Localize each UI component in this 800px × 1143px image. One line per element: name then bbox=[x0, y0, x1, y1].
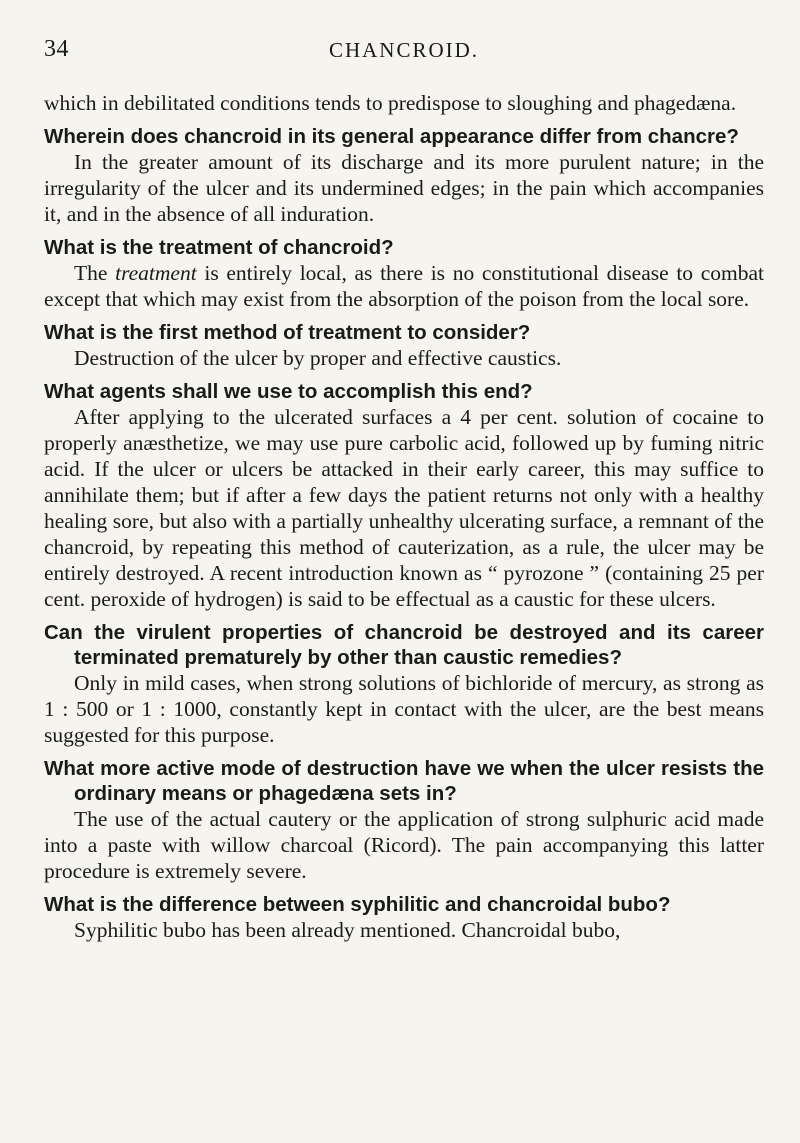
emphasized-term: treatment bbox=[115, 261, 197, 285]
answer-paragraph: Only in mild cases, when strong solutions of bichloride of mercury, as strong as 1 : 500 or 1 : 1000, constantly kept in contact with the ulcer, are the best means suggested for this purpose. bbox=[44, 671, 764, 747]
answer-paragraph bbox=[44, 260, 764, 312]
question-heading: What more active mode of destruction have we when the ulcer resists the ordinary means or phagedæna sets in? bbox=[44, 757, 764, 805]
answer-paragraph: Destruction of the ulcer by proper and effective caustics. bbox=[74, 346, 562, 370]
question-heading: What is the difference between syphilitic and chancroidal bubo? bbox=[44, 893, 671, 916]
page-body bbox=[44, 90, 764, 943]
question-heading: What agents shall we use to accomplish this end? bbox=[44, 380, 533, 403]
page-header bbox=[44, 0, 764, 60]
answer-paragraph: Syphilitic bubo has been already mentioned. Chancroidal bubo, bbox=[74, 918, 621, 942]
question-heading: Can the virulent properties of chancroid be destroyed and its career terminated prematurely by other than caustic remedies? bbox=[44, 621, 764, 669]
answer-paragraph: In the greater amount of its discharge and its more purulent nature; in the irregularity of the ulcer and its undermined edges; in the pain which accompanies it, and in the absence of all induration. bbox=[44, 150, 764, 226]
answer-text: The bbox=[74, 261, 116, 285]
page-number: 34 bbox=[44, 36, 69, 62]
question-heading: What is the treatment of chancroid? bbox=[44, 236, 394, 259]
question-heading: Wherein does chancroid in its general appearance differ from chancre? bbox=[44, 125, 739, 148]
book-page bbox=[44, 0, 764, 942]
running-title: CHANCROID. bbox=[328, 38, 480, 62]
answer-paragraph: After applying to the ulcerated surfaces a 4 per cent. solution of cocaine to properly anæsthetize, we may use pure carbolic acid, followed up by fuming nitric acid. If the ulcer or ulcers be attacked in their early career, this may suffice to annihilate them; but if after a few days the patient returns not only with a healthy healing sore, but also with a partially unhealthy ulcerating surface, a remnant of the chancroid, by repeating this method of cauterization, as a rule, the ulcer may be entirely destroyed. A recent introduction known as “ pyrozone ” (containing 25 per cent. peroxide of hydrogen) is said to be effectual as a caustic for these ulcers. bbox=[44, 405, 764, 611]
answer-text: is entirely local, as there is no constitutional disease to combat except that which may exist from the absorption of the poison from the local sore. bbox=[44, 261, 764, 311]
answer-paragraph: The use of the actual cautery or the application of strong sulphuric acid made into a paste with willow charcoal (Ricord). The pain accompanying this latter procedure is extremely severe. bbox=[44, 807, 764, 883]
continued-paragraph: which in debilitated conditions tends to predispose to sloughing and phagedæna. bbox=[44, 91, 737, 115]
question-heading: What is the first method of treatment to consider? bbox=[44, 321, 531, 344]
